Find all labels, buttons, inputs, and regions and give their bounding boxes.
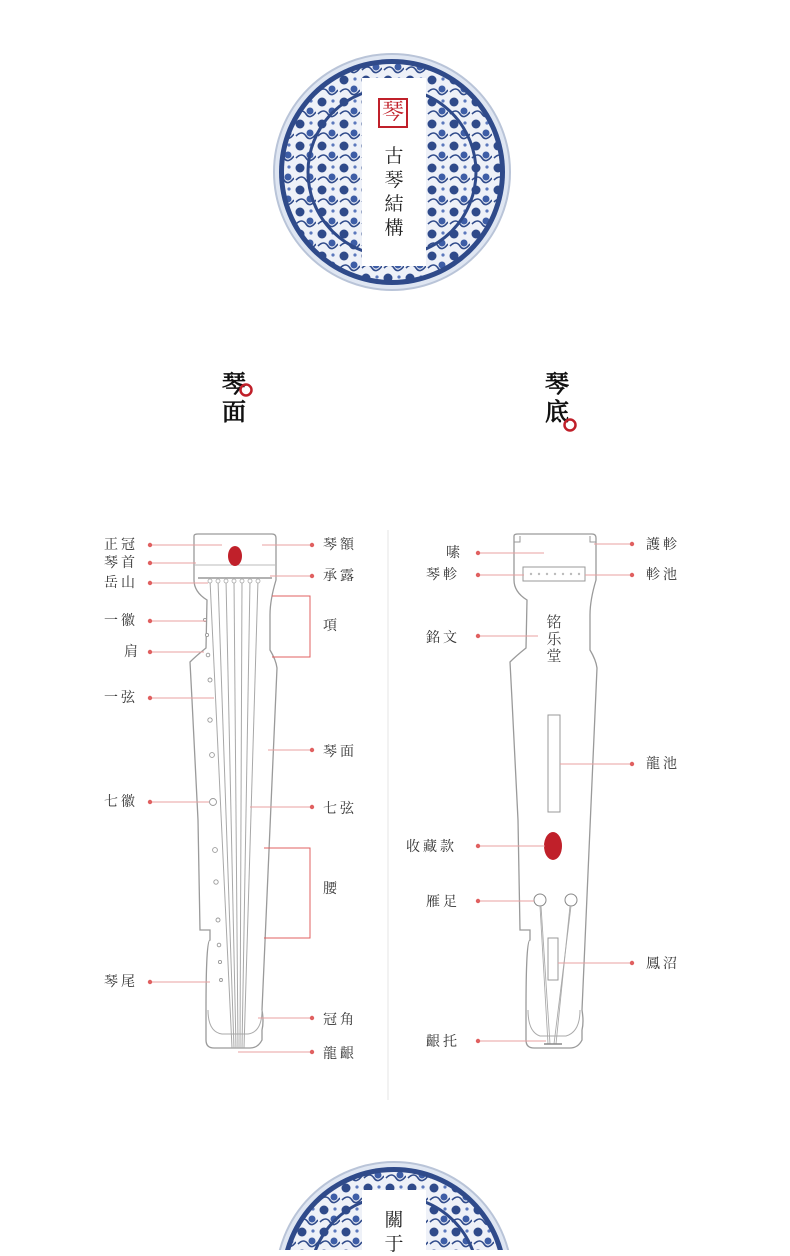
- label-qinmian: 琴面: [323, 744, 357, 760]
- label-zhengguan: 正冠: [104, 537, 138, 553]
- label-qinshou: 琴首: [104, 555, 138, 571]
- label-su: 嗉: [446, 545, 463, 561]
- label-xiang: 項: [323, 618, 340, 634]
- label-huzhen: 護軫: [646, 537, 680, 553]
- goose-foot-right: [565, 894, 577, 906]
- collection-seal-icon: [544, 832, 562, 860]
- label-chenglu: 承露: [323, 568, 357, 584]
- label-mingwen: 銘文: [426, 630, 460, 646]
- label-yueshan: 岳山: [104, 575, 138, 591]
- goose-foot-left: [534, 894, 546, 906]
- badge-title: 古 琴 結 構: [384, 145, 404, 239]
- dragon-pool: [548, 715, 560, 812]
- label-qihui: 七徽: [104, 794, 138, 810]
- label-yao: 腰: [323, 881, 340, 897]
- label-qine: 琴額: [323, 537, 357, 553]
- phoenix-pond: [548, 938, 558, 980]
- badge-title: 關 于: [384, 1209, 404, 1255]
- label-zhenchi: 軫池: [646, 567, 680, 583]
- label-jian: 肩: [124, 644, 141, 660]
- heading-qin-bottom: 琴 底: [545, 369, 569, 426]
- label-qixian: 七弦: [323, 801, 357, 817]
- label-guanjiao: 冠角: [323, 1012, 357, 1028]
- label-longyin: 龍齦: [323, 1046, 357, 1062]
- label-yixian: 一弦: [104, 690, 138, 706]
- label-fengzhao: 鳳沼: [646, 956, 680, 972]
- bottom-badge-banner: [362, 1190, 426, 1255]
- face-seal-icon: [228, 546, 242, 566]
- inscription-text: 铭 乐 堂: [546, 613, 562, 665]
- seal-char: 琴: [381, 100, 404, 125]
- label-yihui: 一徽: [104, 613, 138, 629]
- label-qinzhen: 琴軫: [426, 567, 460, 583]
- heading-qin-face: 琴 面: [222, 369, 246, 426]
- label-yintuo: 齦托: [426, 1034, 460, 1050]
- label-shoucangkuan: 收藏款: [406, 839, 457, 855]
- label-longchi: 龍池: [646, 756, 680, 772]
- label-yanzu: 雁足: [426, 894, 460, 910]
- qin-face-body: [190, 534, 277, 1048]
- label-qinwei: 琴尾: [104, 974, 138, 990]
